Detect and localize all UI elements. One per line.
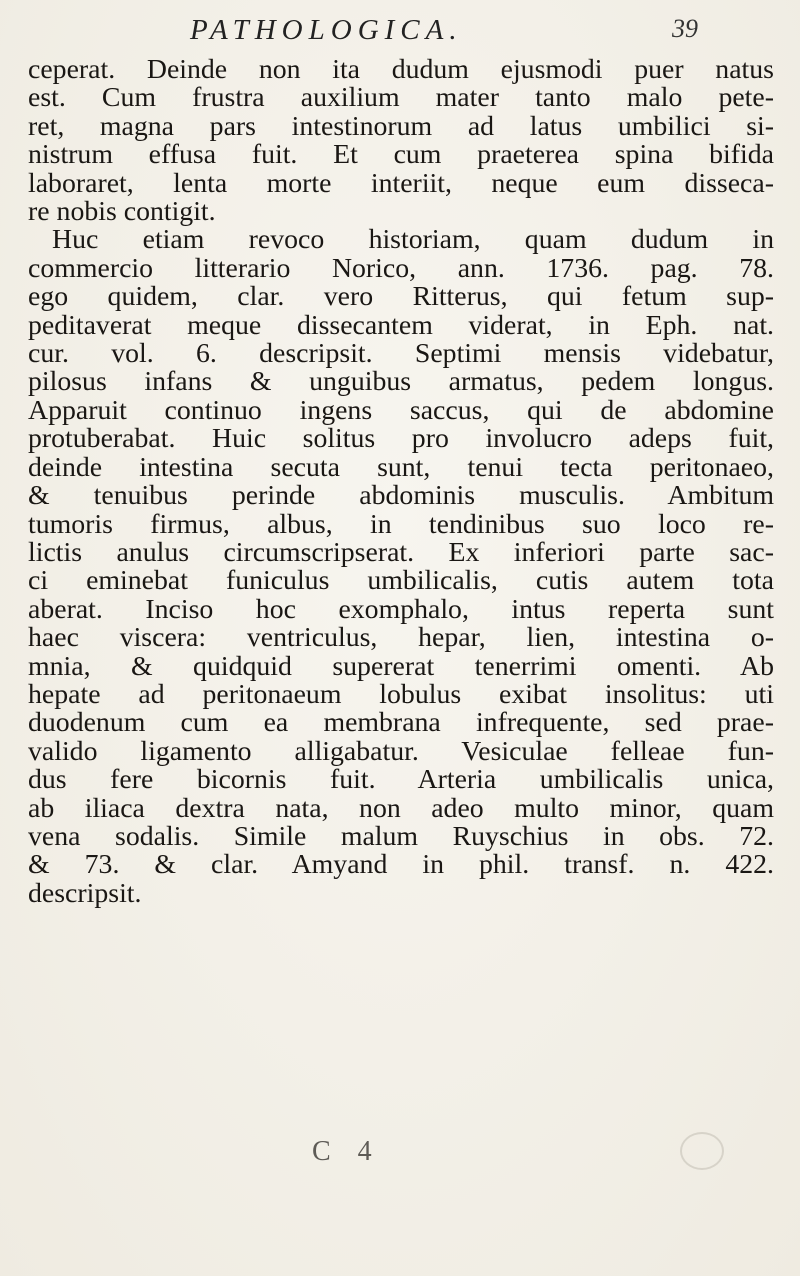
text-line: ci eminebat funiculus umbilicalis, cutis autem tota [28, 567, 774, 596]
text-line: nistrum effusa fuit. Et cum praeterea spina bifida [28, 141, 774, 170]
text-line: & tenuibus perinde abdominis musculis. Ambitum [28, 482, 774, 511]
text-line: pilosus infans & unguibus armatus, pedem longus. [28, 368, 774, 397]
text-line: ego quidem, clar. vero Ritterus, qui fetum sup- [28, 283, 774, 312]
text-line: duodenum cum ea membrana infrequente, sed prae- [28, 709, 774, 738]
text-line: haec viscera: ventriculus, hepar, lien, intestina o- [28, 624, 774, 653]
text-line: est. Cum frustra auxilium mater tanto malo pete- [28, 84, 774, 113]
text-line: & 73. & clar. Amyand in phil. transf. n. 422. [28, 851, 774, 880]
page-number: 39 [672, 14, 698, 43]
text-line: laboraret, lenta morte interiit, neque eum disseca- [28, 169, 774, 199]
page-header [40, 14, 760, 50]
text-line: vena sodalis. Simile malum Ruyschius in obs. 72. [28, 822, 774, 852]
text-line: hepate ad peritonaeum lobulus exibat insolitus: uti [28, 680, 774, 710]
body-text [28, 56, 774, 908]
gathering-signature: C 4 [312, 1136, 382, 1167]
text-line: mnia, & quidquid supererat tenerrimi omenti. Ab [28, 652, 774, 681]
text-line: peditaverat meque dissecantem viderat, in Eph. nat. [28, 311, 774, 341]
text-line: deinde intestina secuta sunt, tenui tecta peritonaeo, [28, 453, 774, 483]
running-head: PATHOLOGICA. [190, 14, 463, 46]
text-line: ceperat. Deinde non ita dudum ejusmodi puer natus [28, 56, 774, 85]
text-line: Huc etiam revoco historiam, quam dudum in [52, 226, 774, 255]
text-line: tumoris firmus, albus, in tendinibus suo loco re- [28, 510, 774, 539]
text-line: cur. vol. 6. descripsit. Septimi mensis videbatur, [28, 340, 774, 369]
text-line: descripsit. [28, 879, 142, 909]
ink-smudge [680, 1132, 724, 1170]
text-line: dus fere bicornis fuit. Arteria umbilicalis unica, [28, 766, 774, 795]
text-line: re nobis contigit. [28, 198, 216, 227]
text-line: commercio litterario Norico, ann. 1736. pag. 78. [28, 254, 774, 284]
text-line: ab iliaca dextra nata, non adeo multo minor, quam [28, 794, 774, 823]
text-line: aberat. Inciso hoc exomphalo, intus reperta sunt [28, 595, 774, 625]
text-line: Apparuit continuo ingens saccus, qui de abdomine [28, 396, 774, 426]
text-line: protuberabat. Huic solitus pro involucro adeps fuit, [28, 425, 774, 454]
text-line: ret, magna pars intestinorum ad latus umbilici si- [28, 112, 774, 142]
text-line: valido ligamento alligabatur. Vesiculae felleae fun- [28, 737, 774, 767]
text-line: lictis anulus circumscripserat. Ex inferiori parte sac- [28, 538, 774, 568]
